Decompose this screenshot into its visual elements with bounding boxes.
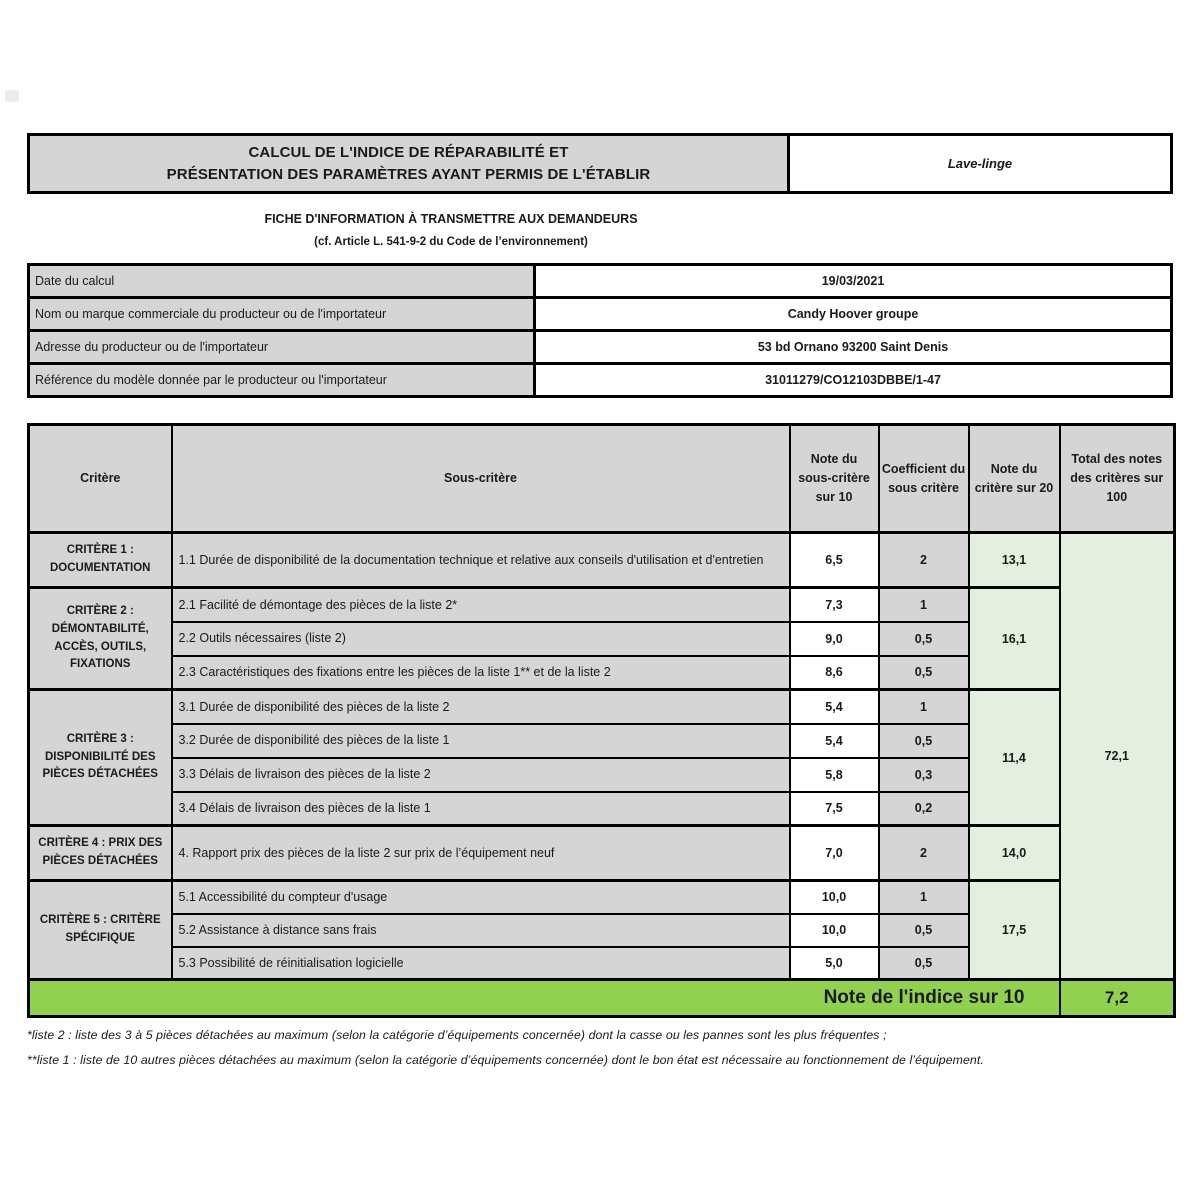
note20-criterion-5-cell: 17,5 xyxy=(969,881,1060,980)
table-row xyxy=(29,533,1175,588)
coefficient-cell: 2 xyxy=(879,826,969,881)
title-bar xyxy=(27,133,1173,194)
note10-cell: 5,4 xyxy=(790,690,879,724)
info-label-model-ref: Référence du modèle donnée par le producteur ou l'importateur xyxy=(29,364,535,397)
col-header-critere: Critère xyxy=(29,425,172,533)
info-row-brand xyxy=(29,298,1172,331)
note20-criterion-2-cell: 16,1 xyxy=(969,588,1060,690)
info-value-model-ref: 31011279/CO12103DBBE/1-47 xyxy=(535,364,1172,397)
note20-criterion-3-cell: 11,4 xyxy=(969,690,1060,826)
sub-criterion-cell: 2.3 Caractéristiques des fixations entre les pièces de la liste 1** et de la liste 2 xyxy=(172,656,790,690)
note10-cell: 7,3 xyxy=(790,588,879,622)
criterion-3-cell: CRITÈRE 3 : DISPONIBILITÉ DES PIÈCES DÉTACHÉES xyxy=(29,690,172,826)
sub-criterion-cell: 5.2 Assistance à distance sans frais xyxy=(172,914,790,947)
note20-criterion-4-cell: 14,0 xyxy=(969,826,1060,881)
note10-cell: 6,5 xyxy=(790,533,879,588)
final-index-value: 7,2 xyxy=(1060,980,1175,1017)
info-row-date xyxy=(29,265,1172,298)
info-row-address xyxy=(29,331,1172,364)
col-header-note-10: Note du sous-critère sur 10 xyxy=(790,425,879,533)
criterion-2-cell: CRITÈRE 2 : DÉMONTABILITÉ, ACCÈS, OUTILS, FIXATIONS xyxy=(29,588,172,690)
info-row-model-ref xyxy=(29,364,1172,397)
table-row xyxy=(29,826,1175,881)
note10-cell: 10,0 xyxy=(790,914,879,947)
criterion-1-cell: CRITÈRE 1 : DOCUMENTATION xyxy=(29,533,172,588)
coefficient-cell: 1 xyxy=(879,588,969,622)
final-index-label: Note de l'indice sur 10 xyxy=(29,980,1060,1017)
info-label-brand: Nom ou marque commerciale du producteur ou de l'importateur xyxy=(29,298,535,331)
table-row xyxy=(29,588,1175,622)
note10-cell: 8,6 xyxy=(790,656,879,690)
subtitle-line1: FICHE D'INFORMATION À TRANSMETTRE AUX DEMANDEURS xyxy=(264,212,638,226)
note10-cell: 10,0 xyxy=(790,881,879,914)
product-type-label: Lave-linge xyxy=(947,156,1013,171)
final-index-row xyxy=(29,980,1175,1017)
info-label-date: Date du calcul xyxy=(29,265,535,298)
info-value-address: 53 bd Ornano 93200 Saint Denis xyxy=(535,331,1172,364)
document-title xyxy=(27,133,790,194)
coefficient-cell: 0,5 xyxy=(879,947,969,980)
note10-cell: 5,0 xyxy=(790,947,879,980)
coefficient-cell: 0,5 xyxy=(879,724,969,758)
coefficient-cell: 0,5 xyxy=(879,622,969,656)
document-title-line1: CALCUL DE L'INDICE DE RÉPARABILITÉ ET xyxy=(248,144,569,161)
col-header-coefficient: Coefficient du sous critère xyxy=(879,425,969,533)
note10-cell: 5,8 xyxy=(790,758,879,792)
coefficient-cell: 2 xyxy=(879,533,969,588)
coefficient-cell: 0,5 xyxy=(879,914,969,947)
info-value-date: 19/03/2021 xyxy=(535,265,1172,298)
product-type-cell xyxy=(790,133,1173,194)
col-header-note-20: Note du critère sur 20 xyxy=(969,425,1060,533)
subtitle-block xyxy=(27,212,875,248)
coefficient-cell: 0,2 xyxy=(879,792,969,826)
coefficient-cell: 1 xyxy=(879,881,969,914)
total-100-cell: 72,1 xyxy=(1060,533,1175,980)
sub-criterion-cell: 5.3 Possibilité de réinitialisation logicielle xyxy=(172,947,790,980)
sub-criterion-cell: 1.1 Durée de disponibilité de la documentation technique et relative aux conseils d'utilisation et d'entretien xyxy=(172,533,790,588)
table-row xyxy=(29,881,1175,914)
footnote-liste-2: *liste 2 : liste des 3 à 5 pièces détachées au maximum (selon la catégorie d’équipements concernée) dont la casse ou les pannes sont les plus fréquentes ; xyxy=(27,1028,887,1042)
coefficient-cell: 0,3 xyxy=(879,758,969,792)
document-title-line2: PRÉSENTATION DES PARAMÈTRES AYANT PERMIS DE L'ÉTABLIR xyxy=(166,166,651,183)
scan-artifact xyxy=(5,90,19,102)
footnotes-block xyxy=(27,1028,1173,1067)
criteria-table xyxy=(27,423,1176,1018)
criteria-header-row xyxy=(29,425,1175,533)
footnote-liste-1: **liste 1 : liste de 10 autres pièces détachées au maximum (selon la catégorie d’équipements concernée) dont le bon état est nécessaire au fonctionnement de l’équipement. xyxy=(27,1053,984,1067)
sub-criterion-cell: 2.2 Outils nécessaires (liste 2) xyxy=(172,622,790,656)
sub-criterion-cell: 3.4 Délais de livraison des pièces de la liste 1 xyxy=(172,792,790,826)
sub-criterion-cell: 3.2 Durée de disponibilité des pièces de la liste 1 xyxy=(172,724,790,758)
coefficient-cell: 1 xyxy=(879,690,969,724)
note10-cell: 7,5 xyxy=(790,792,879,826)
coefficient-cell: 0,5 xyxy=(879,656,969,690)
sub-criterion-cell: 3.1 Durée de disponibilité des pièces de la liste 2 xyxy=(172,690,790,724)
subtitle-line2: (cf. Article L. 541-9-2 du Code de l’environnement) xyxy=(314,236,588,248)
note10-cell: 5,4 xyxy=(790,724,879,758)
sub-criterion-cell: 4. Rapport prix des pièces de la liste 2 sur prix de l’équipement neuf xyxy=(172,826,790,881)
note20-criterion-1-cell: 13,1 xyxy=(969,533,1060,588)
col-header-sous-critere: Sous-critère xyxy=(172,425,790,533)
sub-criterion-cell: 5.1 Accessibilité du compteur d'usage xyxy=(172,881,790,914)
note10-cell: 7,0 xyxy=(790,826,879,881)
table-row xyxy=(29,690,1175,724)
info-value-brand: Candy Hoover groupe xyxy=(535,298,1172,331)
note10-cell: 9,0 xyxy=(790,622,879,656)
producer-info-table xyxy=(27,263,1173,398)
sub-criterion-cell: 3.3 Délais de livraison des pièces de la liste 2 xyxy=(172,758,790,792)
info-label-address: Adresse du producteur ou de l'importateur xyxy=(29,331,535,364)
criterion-4-cell: CRITÈRE 4 : PRIX DES PIÈCES DÉTACHÉES xyxy=(29,826,172,881)
col-header-total-100: Total des notes des critères sur 100 xyxy=(1060,425,1175,533)
sub-criterion-cell: 2.1 Facilité de démontage des pièces de la liste 2* xyxy=(172,588,790,622)
criterion-5-cell: CRITÈRE 5 : CRITÈRE SPÉCIFIQUE xyxy=(29,881,172,980)
